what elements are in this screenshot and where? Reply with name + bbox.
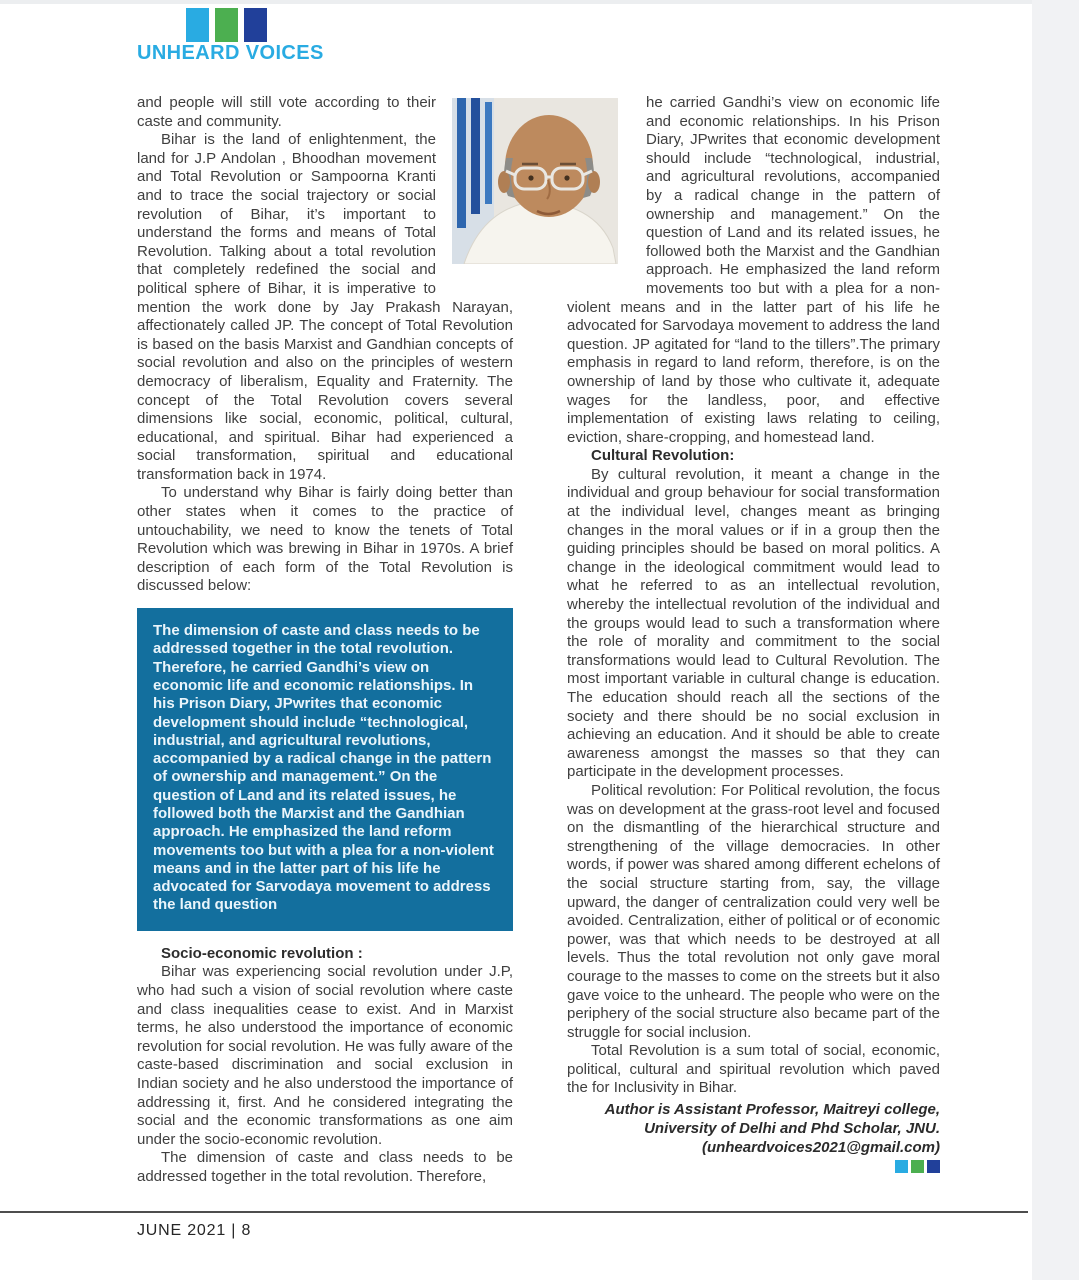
paragraph: Total Revolution is a sum total of social, economic, political, cultural and spiritual revolution which paved the for Inclusivity in Bihar. [567,1042,940,1097]
portrait-photo-illustration [452,98,618,264]
magazine-title: UNHEARD VOICES [137,42,324,64]
paragraph: and people will still vote according to their caste and community. [137,94,436,130]
pull-quote-box [137,608,513,931]
paragraph: Bihar was experiencing social revolution under J.P, who had such a vision of social revolution where caste and class inequalities cease to exist. And in Marxist terms, he also understood the importance of economic revolution for social revolution. He was fully aware of the caste-based discrimination and social exclusion in Indian society and he also understood the importance of addressing it, first. And he considered integrating the social and the economic transformations as one aim under the socio-economic revolution. [137,963,513,1148]
author-email: (unheardvoices2021@gmail.com) [701,1139,940,1157]
author-credit [567,1100,940,1157]
logo-square-navy [244,8,267,42]
paragraph: Political revolution: For Political revolution, the focus was on development at the grass-root level and focused on the dismantling of the hierarchical structure and strengthening of the village democracies. In other words, if power was shared among different echelons of the social structure starting from, say, the village upward, the danger of centralization could very well be avoided. Centralization, either of political or of economic power, was that which needs to be destroyed at all levels. Thus the total revolution not only gave moral courage to the masses to come on the streets but it also gave voice to the unheard. The people who were on the periphery of the social structure also became part of the struggle for social inclusion. [567,781,940,1041]
section-heading-cultural-revolution: Cultural Revolution: [591,447,735,465]
scan-edge-top [0,0,1079,4]
paragraph: The dimension of caste and class needs to be addressed together in the total revolution. Therefore, [137,1149,513,1185]
section-heading-socio-economic: Socio-economic revolution : [161,944,363,962]
paragraph: To understand why Bihar is fairly doing better than other states when it comes to the practice of untouchability, we need to know the tenets of Total Revolution which was brewing in Bihar in 1970s. A brief description of each form of the Total Revolution is discussed below: [137,484,513,595]
logo-square-lightblue [186,8,209,42]
page-footer: JUNE 2021 | 8 [137,1222,252,1239]
footer-rule [0,1211,1028,1213]
end-square-navy [927,1160,940,1173]
author-credit-line: Author is Assistant Professor, Maitreyi college, [604,1101,940,1119]
portrait-photo [452,98,618,264]
scan-edge-right [1032,0,1079,1280]
article-end-mark [567,1160,940,1173]
paragraph: Bihar is the land of enlightenment, the land for J.P Andolan , Bhoodhan movement and Total Revolution or Sampoorna Kranti and to trace the social trajectory or social revolution of Bihar, it’s important to understand the forms and means of Total Revolution. Talking about a total revolution that completely redefined the social and political sphere of Bihar, it is imperative to mention the work done by Jay Prakash Narayan, affectionately called JP. The concept of Total Revolution is based on the basis Marxist and Gandhian concepts of social revolution and also on the principles of western democracy of liberalism, Equality and Fraternity. The concept of the Total Revolution covers several dimensions like social, economic, political, cultural, educational, and spiritual. Bihar had experienced a social transformation, spiritual and educational transformation back in 1974. [137,131,513,483]
end-square-green [911,1160,924,1173]
paragraph: By cultural revolution, it meant a change in the individual and group behaviour for social transformation at the individual level, changes meant as bringing changes in the moral values or if in a group then the guiding principles should be based on moral politics. A change in the ideological commitment would lead to what he referred to as an intellectual revolution, whereby the intellectual revolution of the individual and the groups would lead to such a transformation where the role of morality and commitment to the social transformations would lead to Cultural Revolution. The most important variable in cultural change is education. The education should reach all the sections of the society and there should be no social exclusion in achieving an education. And it should be able to create awareness amongst the masses so that they can participate in the development processes. [567,465,940,781]
paragraph: he carried Gandhi’s view on economic life and economic relationships. In his Prison Diary, JPwrites that economic development should include “technological, industrial, and agricultural revolutions, accompanied by a radical change in the pattern of ownership and management.” On the question of Land and its related issues, he followed both the Marxist and the Gandhian approach. He emphasized the land reform movements too but with a plea for a non-violent means and in the latter part of his life he advocated for Sarvodaya movement to address the land question. JP agitated for “land to the tillers”.The primary emphasis in regard to land reform, therefore, is on the ownership of land by those who cultivate it, adequate wages for the landless, poor, and effective implementation of existing laws relating to ceiling, eviction, share-cropping, and homestead land. [567,94,940,446]
logo-square-green [215,8,238,42]
right-column [567,94,940,1187]
author-credit-line: University of Delhi and Phd Scholar, JNU. [644,1120,940,1138]
article-body [137,94,940,1187]
magazine-logo [186,8,267,42]
pull-quote-text: The dimension of caste and class needs to be addressed together in the total revolution. Therefore, he carried Gandhi’s view on economic life and economic relationships. In his Prison Diary, JPwrites that economic development should include “technological, industrial, and agricultural revolutions, accompanied by a radical change in the pattern of ownership and management.” On the question of Land and its related issues, he followed both the Marxist and the Gandhian approach. He emphasized the land reform movements too but with a plea for a non-violent means and in the latter part of his life he advocated for Sarvodaya movement to address the land question [153,622,494,914]
end-square-lightblue [895,1160,908,1173]
